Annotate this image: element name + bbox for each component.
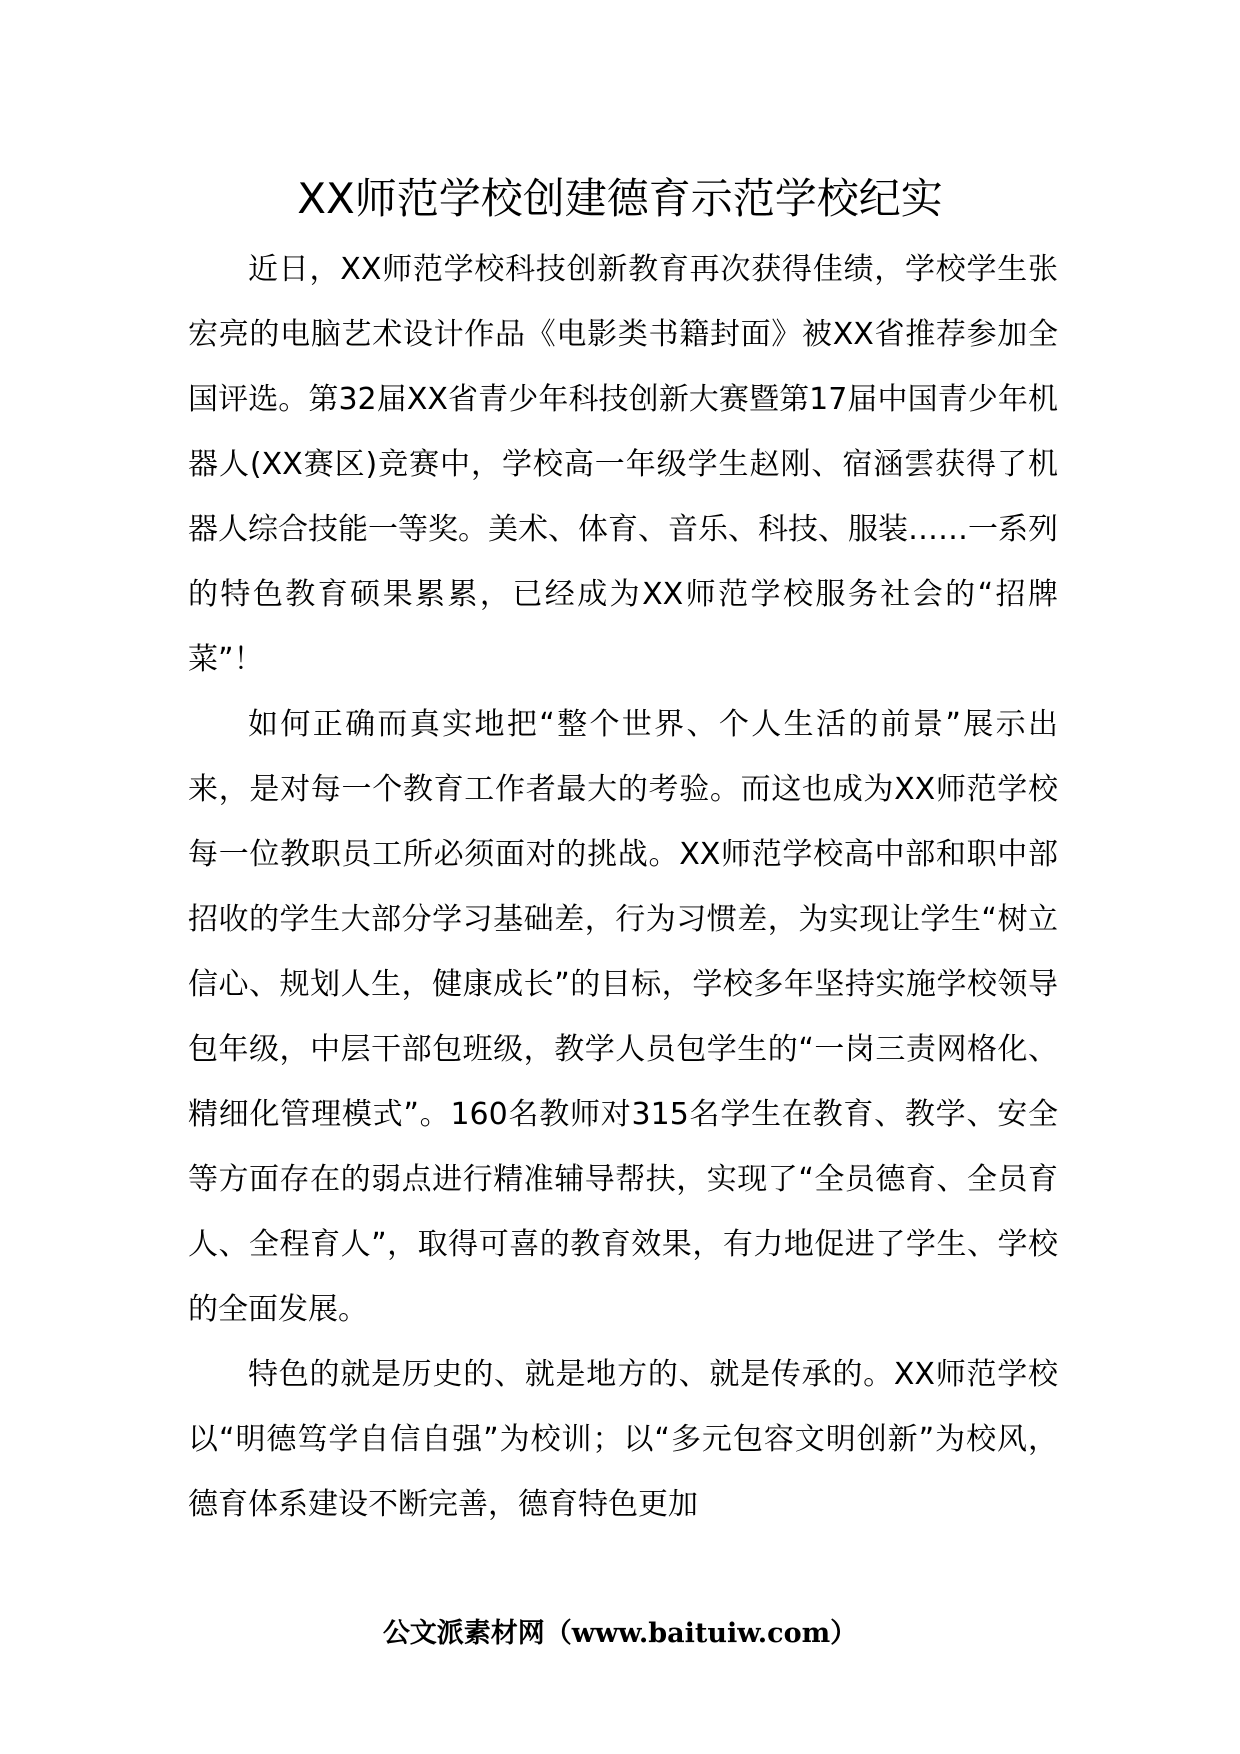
document-body xyxy=(188,237,1058,1537)
paragraph-3: 特色的就是历史的、就是地方的、就是传承的。XX师范学校以“明德笃学自信自强”为校训；以“多元包容文明创新”为校风，德育体系建设不断完善，德育特色更加 xyxy=(188,1357,1058,1522)
document-title: XX师范学校创建德育示范学校纪实 xyxy=(297,174,943,223)
page-footer-watermark: 公文派素材网（www.baituiw.com） xyxy=(382,1618,858,1649)
paragraph-1: 近日，XX师范学校科技创新教育再次获得佳绩，学校学生张宏亮的电脑艺术设计作品《电影类书籍封面》被XX省推荐参加全国评选。第32届XX省青少年科技创新大赛暨第17届中国青少年机器人(XX赛区)竞赛中，学校高一年级学生赵刚、宿涵雲获得了机器人综合技能一等奖。美术、体育、音乐、科技、服装……一系列的特色教育硕果累累，已经成为XX师范学校服务社会的“招牌菜”！ xyxy=(188,252,1058,677)
paragraph-2: 如何正确而真实地把“整个世界、个人生活的前景”展示出来，是对每一个教育工作者最大的考验。而这也成为XX师范学校每一位教职员工所必须面对的挑战。XX师范学校高中部和职中部招收的学生大部分学习基础差，行为习惯差，为实现让学生“树立信心、规划人生，健康成长”的目标，学校多年坚持实施学校领导包年级，中层干部包班级，教学人员包学生的“一岗三责网格化、精细化管理模式”。160名教师对315名学生在教育、教学、安全等方面存在的弱点进行精准辅导帮扶，实现了“全员德育、全员育人、全程育人”，取得可喜的教育效果，有力地促进了学生、学校的全面发展。 xyxy=(188,707,1058,1327)
